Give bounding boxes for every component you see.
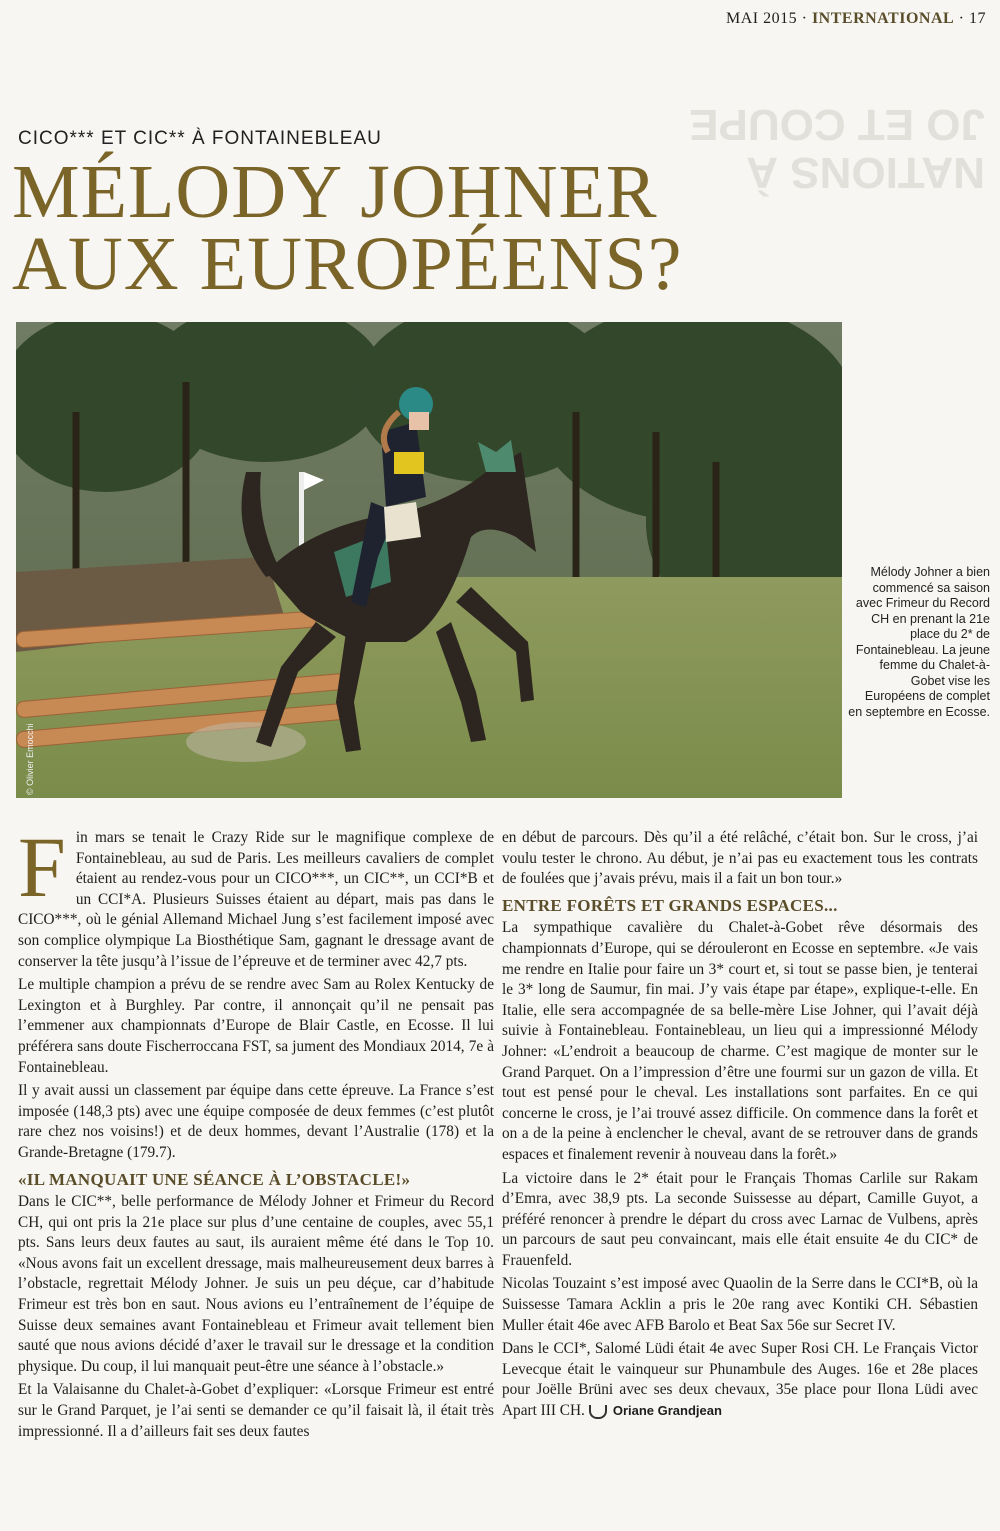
paragraph: en début de parcours. Dès qu’il a été relâché, c’était bon. Sur le cross, j’ai voulu tester le chrono. Au début, je n’ai pas eu exactement tous les contrats de foulées que j’avais prévu, mais il a fait un bon tour.» [502,829,978,888]
title-line-2: AUX EUROPÉENS? [12,222,683,306]
page-number: · 17 [954,10,986,27]
horse-rider-photo [16,322,842,798]
article-title [12,150,683,306]
paragraph: La victoire dans le 2* était pour le Français Thomas Carlile sur Rakam d’Emra, avec 38,9 pts. La seconde Suissesse au départ, Camille Guyot, a préféré renoncer à prendre le départ du cross avec Larnac de Vulbens, après un parcours de saut peu convaincant, mais elle était ensuite 4e du CIC* de Frauenfeld. [502,1169,978,1269]
show-through-text: JO ET COUPE NATIONS À [689,100,985,197]
photo-credit: © Olivier Emocchi [25,723,35,795]
paragraph: Il y avait aussi un classement par équipe dans cette épreuve. La France s’est imposée (148,3 pts) avec une équipe composée de deux femmes (c’est plutôt rare chez nos voisins!) et de deux hommes, devant l’Australie (178) et la Grande-Bretagne (179.7). [18,1082,494,1161]
drop-cap: F [18,819,66,915]
article-column-2 [502,828,978,1425]
paragraph: Dans le CIC**, belle performance de Mélody Johner et Frimeur du Record CH, qui ont pris la 21e place sur plus d’une centaine de couples, avec 55,1 pts. Sans leurs deux fautes au saut, ils auraient même été dans le Top 10. «Nous avons fait un excellent dressage, mais malheureusement deux barres à l’obstacle, regrettait Mélody Johner. Je suis un peu déçue, car d’habitude Frimeur est très bon en saut. Nous avions eu l’entraînement de l’équipe de Suisse deux semaines avant Fontainebleau et Frimeur avait tellement bien sauté que nous avions décidé d’axer le travail sur le dressage et la condition physique. Du coup, il lui manquait peut-être une séance à l’obstacle.» [18,1193,494,1375]
subheading: ENTRE FORÊTS ET GRANDS ESPACES... [502,895,838,915]
article-kicker: CICO*** ET CIC** À FONTAINEBLEAU [18,128,382,149]
paragraph: Le multiple champion a prévu de se rendre avec Sam au Rolex Kentucky de Lexington et à Burghley. Par contre, il annonçait qu’il ne pensait pas l’emmener aux championnats d’Europe de Blair Castle, en Ecosse. Il lui préférera sans doute Fischerroccana FST, sa jument des Mondiaux 2014, 7e à Fontainebleau. [18,976,494,1076]
paragraph: in mars se tenait le Crazy Ride sur le magnifique complexe de Fontainebleau, au sud de Paris. Les meilleurs cavaliers de complet étaient au rendez-vous pour un CICO***, un CIC**, un CCI*B et un CCI*A. Plusieurs Suisses étaient au départ, mais pas dans le CICO***, où le génial Allemand Michael Jung s’est facilement imposé avec son complice olympique La Biosthétique Sam, gagnant le dressage avant de conserver la tête jusqu’à l’issue de l’épreuve et de terminer avec 42,7 pts. [18,829,494,970]
issue-date: MAI 2015 [726,10,798,27]
section-name: INTERNATIONAL [811,10,955,27]
photo-caption: Mélody Johner a bien commencé sa saison avec Frimeur du Record CH en prenant la 21e place du 2* de Fontainebleau. La jeune femme du Chalet-à-Gobet vise les Européens de complet en septembre en Ecosse. [848,565,990,719]
page-header: MAI 2015 · INTERNATIONAL · 17 [726,10,986,27]
paragraph: Nicolas Touzaint s’est imposé avec Quaolin de la Serre dans le CCI*B, où la Suissesse Tamara Acklin a pris le 20e rang avec Kontiki CH. Sébastien Muller était 46e avec AFB Barolo et Beat Sax 56e sur Secret IV. [502,1275,978,1334]
subheading: «IL MANQUAIT UNE SÉANCE À L’OBSTACLE!» [18,1169,411,1189]
paragraph: La sympathique cavalière du Chalet-à-Gobet rêve désormais des championnats d’Europe, qui se dérouleront en Ecosse en septembre. «Je vais me rendre en Italie pour faire un 3* court et, si tout se passe bien, je tenterai le 3* long de Saumur, fin mai. J’y vais étape par étape», explique-t-elle. En Italie, elle sera accompagnée de sa belle-mère Lise Johner, qui l’avait déjà suivie à Fontainebleau. Fontainebleau, un lieu qui a impressionné Mélody Johner: «L’endroit a beaucoup de charme. C’est magique de monter sur le Grand Parquet. On a l’impression d’être une fourmi sur un gazon de villa. Et tout est pensé pour le cheval. Les installations sont parfaites. En ce qui concerne le cross, je l’ai trouvé assez difficile. On commence dans la forêt et on a de la peine à enclencher le cheval, avant de se retrouver dans de grands espaces et finalement revenir à nouveau dans la forêt.» [502,919,978,1163]
paragraph: Et la Valaisanne du Chalet-à-Gobet d’expliquer: «Lorsque Frimeur est entré sur le Grand Parquet, je l’ai senti se demander ce qu’il faisait là, il était très impressionné. Il a d’ailleurs fait ses deux fautes [18,1381,494,1440]
end-mark-icon [589,1405,607,1419]
article-photo [16,322,842,798]
title-line-1: MÉLODY JOHNER [12,150,658,234]
paragraph: Dans le CCI*, Salomé Lüdi était 4e avec Super Rosi CH. Le Français Victor Levecque était le vainqueur sur Phunambule des Auges. 16e et 28e places pour Joëlle Brüni avec ses deux chevaux, 35e place pour Ilona Lüdi avec Apart III CH. Oriane Grandjean [502,1340,978,1420]
article-column-1 [18,819,494,1445]
author-signature: Oriane Grandjean [612,1403,722,1419]
